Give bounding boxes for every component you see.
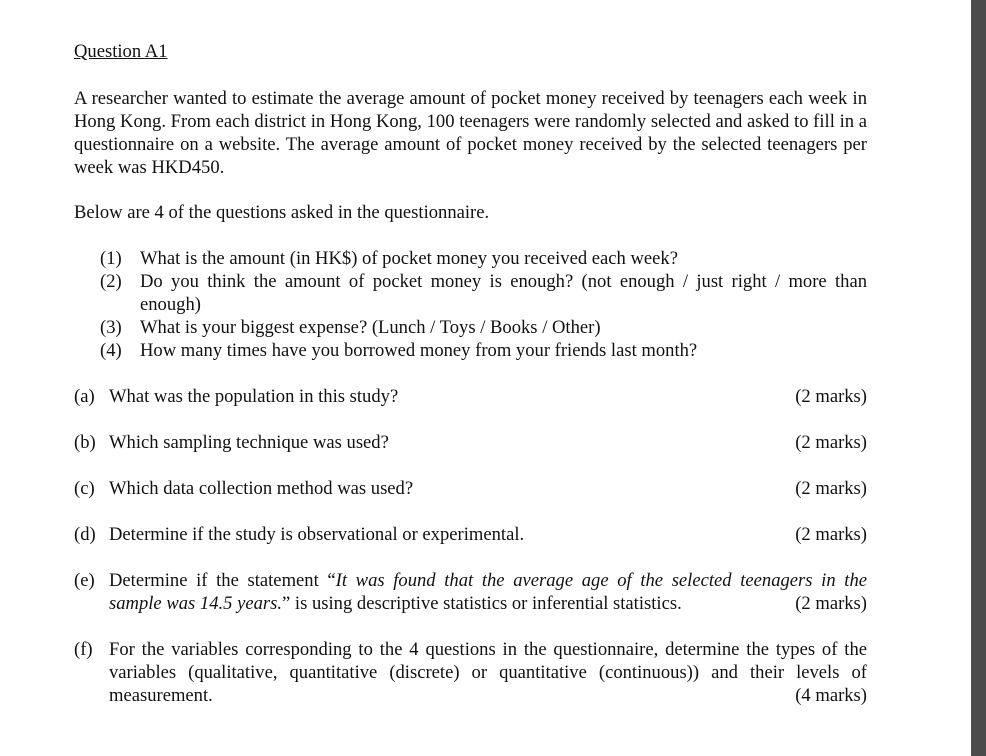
questionnaire-item: (2) Do you think the amount of pocket money is enough? (not enough / just right / more than enough) [100, 271, 867, 315]
part-b: (b) Which sampling technique was used? (2 marks) [74, 432, 867, 453]
questionnaire-item: (4) How many times have you borrowed money from your friends last month? [100, 340, 698, 361]
document-page [74, 0, 867, 756]
part-d: (d) Determine if the study is observational or experimental. (2 marks) [74, 524, 867, 545]
questionnaire-item: (3) What is your biggest expense? (Lunch / Toys / Books / Other) [100, 317, 601, 338]
marks-label: (2 marks) [795, 386, 867, 407]
marks-label: (2 marks) [795, 432, 867, 453]
marks-label: (2 marks) [795, 593, 867, 614]
marks-label: (2 marks) [795, 478, 867, 499]
part-c: (c) Which data collection method was used? (2 marks) [74, 478, 867, 499]
part-a: (a) What was the population in this study? (2 marks) [74, 386, 867, 407]
questions-intro: Below are 4 of the questions asked in the questionnaire. [74, 202, 490, 223]
marks-label: (4 marks) [795, 685, 867, 706]
part-e: (e) Determine if the statement “It was found that the average age of the selected teenagers in the sample was 14.5 years.” is using descriptive statistics or inferential statistics. (2 marks) [74, 570, 867, 614]
marks-label: (2 marks) [795, 524, 867, 545]
intro-paragraph: A researcher wanted to estimate the average amount of pocket money received by teenagers each week in Hong Kong. From each district in Hong Kong, 100 teenagers were randomly selected and asked to fill in a questionnaire on a website. The average amount of pocket money received by the selected teenagers per week was HKD450. [74, 88, 867, 178]
questionnaire-item: (1) What is the amount (in HK$) of pocket money you received each week? [100, 248, 678, 269]
question-title: Question A1 [74, 41, 168, 62]
right-scroll-edge [971, 0, 986, 756]
part-f: (f) For the variables corresponding to the 4 questions in the questionnaire, determine the types of the variables (qualitative, quantitative (discrete) or quantitative (continuous)) and their levels of measurement. (4 marks) [74, 639, 867, 706]
